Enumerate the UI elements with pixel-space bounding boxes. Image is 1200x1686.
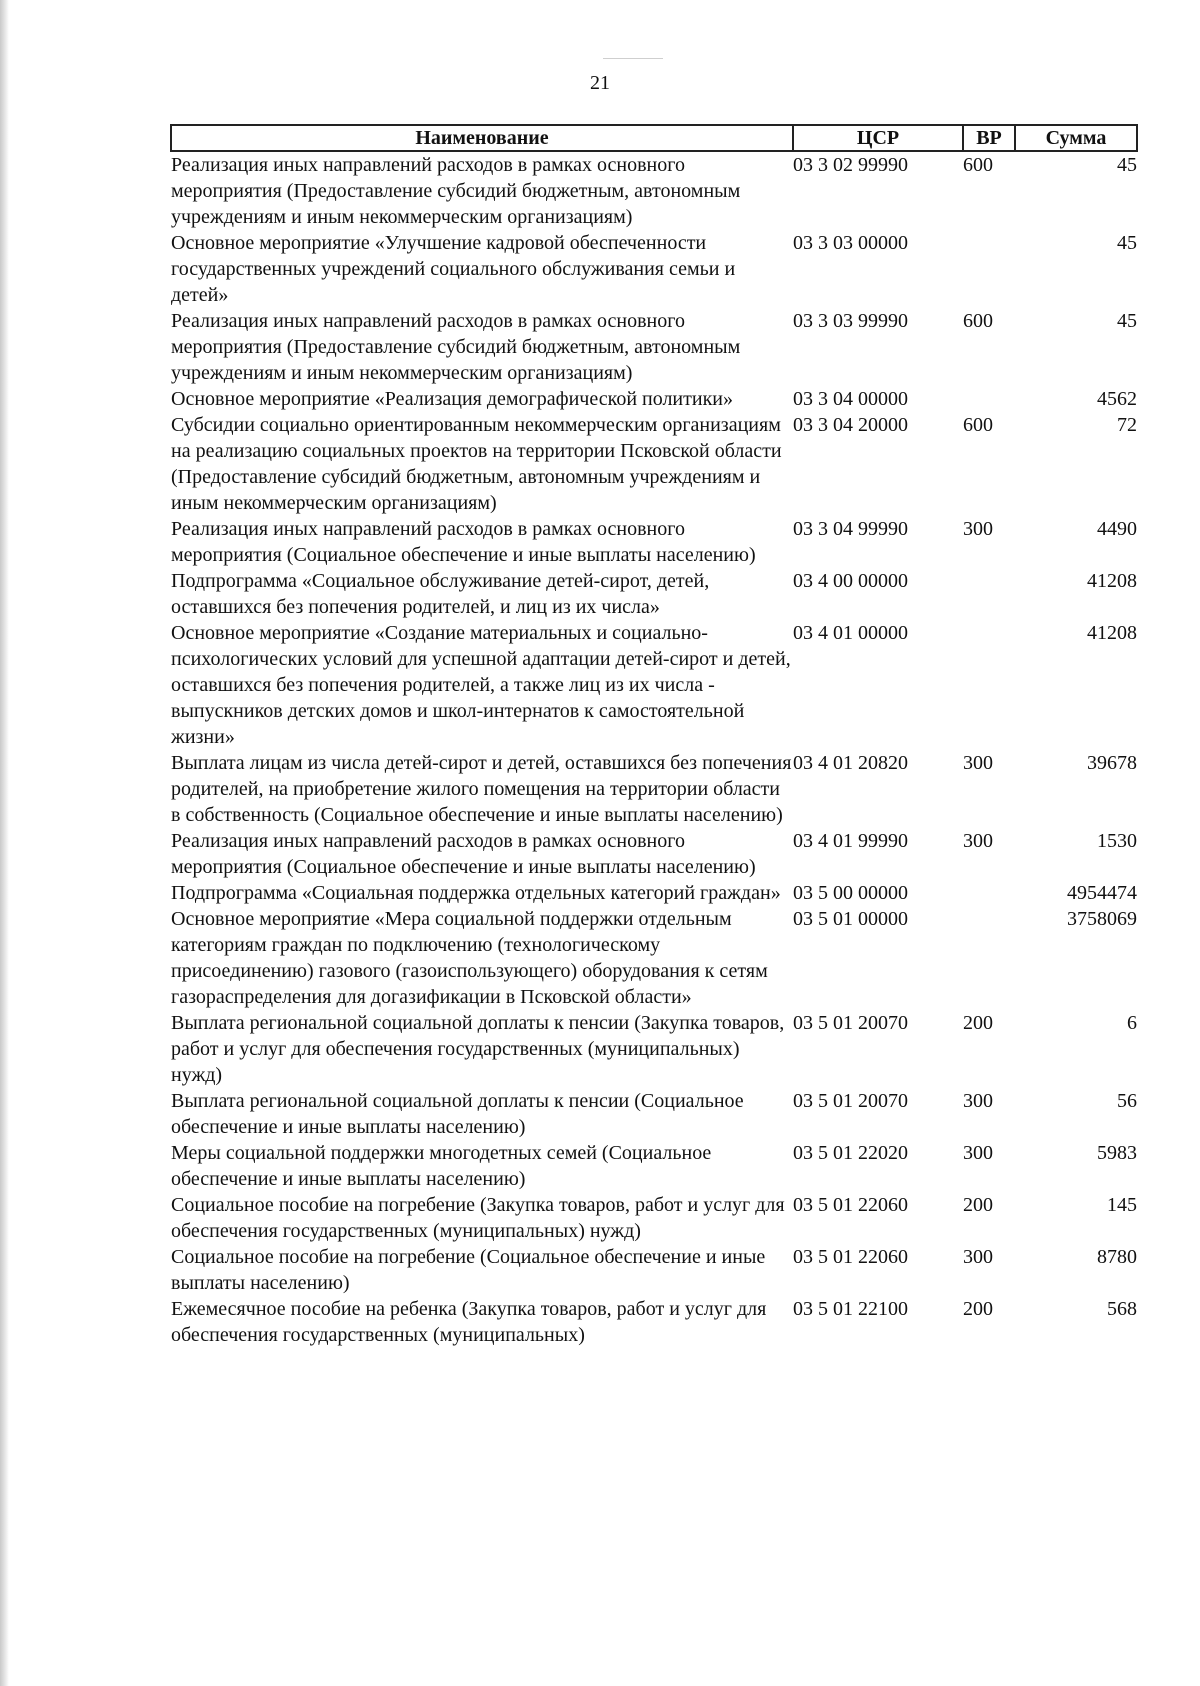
- row-sum: 1530: [1097, 830, 1137, 852]
- row-sum: 4562: [1097, 388, 1137, 410]
- row-csr: 03 3 04 20000: [793, 414, 908, 436]
- row-sum: 45: [1117, 310, 1137, 332]
- row-csr: 03 5 01 22020: [793, 1142, 908, 1164]
- row-sum: 56: [1117, 1090, 1137, 1112]
- row-csr: 03 5 01 00000: [793, 908, 908, 930]
- row-sum: 3758069: [1067, 908, 1137, 930]
- row-name: Выплата региональной социальной доплаты к пенсии (Закупка товаров, работ и услуг для обеспечения государственных (муниципальных) нужд): [171, 1012, 785, 1086]
- table-row: [171, 620, 1137, 750]
- header-sum: Сумма: [1015, 125, 1137, 151]
- row-csr: 03 4 01 99990: [793, 830, 908, 852]
- row-vr: 200: [963, 1298, 993, 1320]
- table-row: [171, 386, 1137, 412]
- table-row: [171, 1140, 1137, 1192]
- header-name: Наименование: [171, 125, 793, 151]
- table-row: [171, 568, 1137, 620]
- row-sum: 145: [1107, 1194, 1137, 1216]
- row-sum: 4490: [1097, 518, 1137, 540]
- row-csr: 03 3 03 00000: [793, 232, 908, 254]
- row-sum: 4954474: [1067, 882, 1137, 904]
- table-row: [171, 1010, 1137, 1088]
- row-name: Ежемесячное пособие на ребенка (Закупка товаров, работ и услуг для обеспечения государственных (муниципальных): [171, 1298, 767, 1346]
- row-name: Реализация иных направлений расходов в рамках основного мероприятия (Предоставление субсидий бюджетным, автономным учреждениям и иным некоммерческим организациям): [171, 310, 741, 384]
- table-row: [171, 308, 1137, 386]
- row-vr: [963, 386, 1015, 412]
- row-vr: [963, 880, 1015, 906]
- row-sum: 5983: [1097, 1142, 1137, 1164]
- row-csr: 03 3 02 99990: [793, 154, 908, 176]
- row-name: Подпрограмма «Социальная поддержка отдельных категорий граждан»: [171, 882, 781, 904]
- row-sum: 41208: [1087, 570, 1137, 592]
- row-csr: 03 3 04 99990: [793, 518, 908, 540]
- row-vr: [963, 620, 1015, 750]
- row-vr: 200: [963, 1012, 993, 1034]
- row-name: Основное мероприятие «Мера социальной поддержки отдельным категориям граждан по подключению (технологическому присоединению) газового (газоиспользующего) оборудования к сетям газораспределения для догазификации в Псковской области»: [171, 908, 768, 1008]
- row-vr: [963, 230, 1015, 308]
- header-vr: ВР: [963, 125, 1015, 151]
- row-csr: 03 3 04 00000: [793, 388, 908, 410]
- row-csr: 03 5 01 20070: [793, 1012, 908, 1034]
- table-row: [171, 412, 1137, 516]
- row-vr: [963, 568, 1015, 620]
- table-header-row: [171, 125, 1137, 151]
- row-name: Социальное пособие на погребение (Социальное обеспечение и иные выплаты населению): [171, 1246, 766, 1294]
- row-sum: 568: [1107, 1298, 1137, 1320]
- row-vr: 300: [963, 1142, 993, 1164]
- row-vr: 200: [963, 1194, 993, 1216]
- table-row: [171, 1244, 1137, 1296]
- table-row: [171, 151, 1137, 230]
- row-csr: 03 5 01 20070: [793, 1090, 908, 1112]
- row-name: Основное мероприятие «Улучшение кадровой обеспеченности государственных учреждений социального обслуживания семьи и детей»: [171, 232, 736, 306]
- table-row: [171, 750, 1137, 828]
- table-row: [171, 1296, 1137, 1348]
- table-row: [171, 828, 1137, 880]
- row-sum: 45: [1117, 232, 1137, 254]
- table-row: [171, 516, 1137, 568]
- row-name: Реализация иных направлений расходов в рамках основного мероприятия (Социальное обеспечение и иные выплаты населению): [171, 518, 756, 566]
- row-vr: 300: [963, 518, 993, 540]
- row-name: Выплата лицам из числа детей-сирот и детей, оставшихся без попечения родителей, на приобретение жилого помещения на территории области в собственность (Социальное обеспечение и иные выплаты населению): [171, 752, 792, 826]
- row-csr: 03 4 00 00000: [793, 570, 908, 592]
- table-row: [171, 230, 1137, 308]
- budget-table: [170, 124, 1138, 1348]
- row-vr: 300: [963, 830, 993, 852]
- row-name: Социальное пособие на погребение (Закупка товаров, работ и услуг для обеспечения государственных (муниципальных) нужд): [171, 1194, 785, 1242]
- table-row: [171, 880, 1137, 906]
- header-csr: ЦСР: [793, 125, 963, 151]
- row-name: Меры социальной поддержки многодетных семей (Социальное обеспечение и иные выплаты населению): [171, 1142, 712, 1190]
- table-row: [171, 1192, 1137, 1244]
- row-name: Реализация иных направлений расходов в рамках основного мероприятия (Социальное обеспечение и иные выплаты населению): [171, 830, 756, 878]
- row-name: Выплата региональной социальной доплаты к пенсии (Социальное обеспечение и иные выплаты населению): [171, 1090, 744, 1138]
- row-vr: 300: [963, 1246, 993, 1268]
- row-vr: 300: [963, 1090, 993, 1112]
- page-number: 21: [590, 72, 610, 94]
- row-vr: 600: [963, 154, 993, 176]
- row-csr: 03 3 03 99990: [793, 310, 908, 332]
- row-vr: 300: [963, 752, 993, 774]
- row-csr: 03 5 00 00000: [793, 882, 908, 904]
- row-name: Основное мероприятие «Создание материальных и социально-психологических условий для успешной адаптации детей-сирот и детей, оставшихся без попечения родителей, а также лиц из их числа - выпускников детских домов и школ-интернатов к самостоятельной жизни»: [171, 622, 791, 748]
- row-sum: 39678: [1087, 752, 1137, 774]
- scan-edge: [0, 0, 9, 1686]
- row-csr: 03 4 01 20820: [793, 752, 908, 774]
- table-row: [171, 906, 1137, 1010]
- row-sum: 6: [1127, 1012, 1137, 1034]
- row-csr: 03 5 01 22060: [793, 1246, 908, 1268]
- row-vr: [963, 906, 1015, 1010]
- row-name: Реализация иных направлений расходов в рамках основного мероприятия (Предоставление субсидий бюджетным, автономным учреждениям и иным некоммерческим организациям): [171, 154, 741, 228]
- row-sum: 45: [1117, 154, 1137, 176]
- row-vr: 600: [963, 310, 993, 332]
- scan-mark: [603, 58, 663, 59]
- row-csr: 03 5 01 22100: [793, 1298, 908, 1320]
- row-csr: 03 5 01 22060: [793, 1194, 908, 1216]
- row-sum: 41208: [1087, 622, 1137, 644]
- row-vr: 600: [963, 414, 993, 436]
- row-csr: 03 4 01 00000: [793, 622, 908, 644]
- row-name: Подпрограмма «Социальное обслуживание детей-сирот, детей, оставшихся без попечения родителей, и лиц из их числа»: [171, 570, 710, 618]
- table-row: [171, 1088, 1137, 1140]
- row-name: Основное мероприятие «Реализация демографической политики»: [171, 388, 734, 410]
- row-sum: 72: [1117, 414, 1137, 436]
- row-sum: 8780: [1097, 1246, 1137, 1268]
- row-name: Субсидии социально ориентированным некоммерческим организациям на реализацию социальных проектов на территории Псковской области (Предоставление субсидий бюджетным, автономным учреждениям и иным некоммерческим организациям): [171, 414, 782, 514]
